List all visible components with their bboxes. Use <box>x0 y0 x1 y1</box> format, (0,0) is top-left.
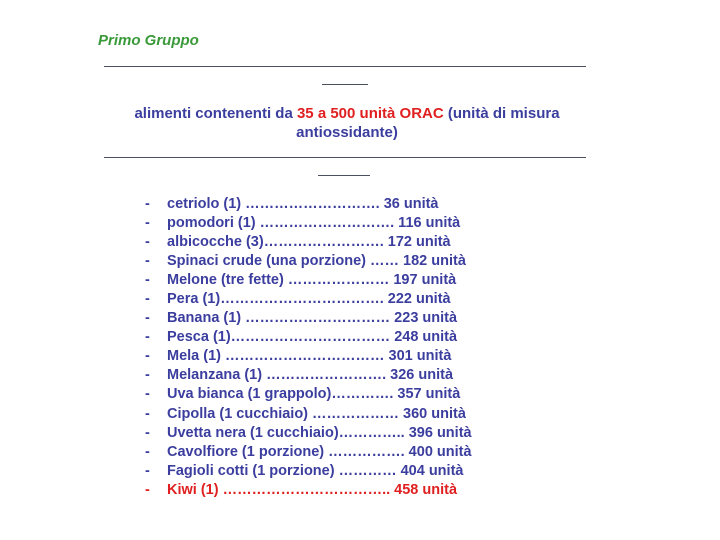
list-item-text: cetriolo (1) ………………………. 36 unità <box>167 196 439 212</box>
list-bullet: - <box>145 367 150 384</box>
list-item-text: Banana (1) ………………………… 223 unità <box>167 310 458 327</box>
divider-line-top <box>104 66 586 67</box>
list-bullet: - <box>145 443 150 460</box>
list-item <box>145 233 472 252</box>
list-bullet: - <box>145 291 150 308</box>
list-item-text: Uva bianca (1 grappolo)…………. 357 unità <box>167 386 461 403</box>
list-item-text: Mela (1) …………………………… 301 unità <box>167 348 452 365</box>
list-bullet: - <box>145 215 150 232</box>
list-item-text: Cavolfiore (1 porzione) ……………. 400 unità <box>167 443 472 460</box>
list-item <box>145 462 472 481</box>
divider-short-top <box>322 84 368 85</box>
divider-line-bottom <box>104 157 586 158</box>
list-bullet: - <box>145 253 150 270</box>
list-item-text: pomodori (1) ………………………. 116 unità <box>167 215 461 232</box>
list-bullet: - <box>145 196 150 212</box>
list-bullet: - <box>145 234 150 251</box>
list-item-text: Fagioli cotti (1 porzione) ………… 404 unità <box>167 462 464 479</box>
subtitle-highlight: 35 a 500 unità ORAC <box>296 105 444 122</box>
list-item <box>145 424 472 443</box>
list-item-text: albicocche (3)……………………. 172 unità <box>167 234 451 251</box>
list-item <box>145 366 472 385</box>
list-bullet: - <box>145 481 150 498</box>
list-bullet: - <box>145 310 150 327</box>
list-item-text: Spinaci crude (una porzione) …… 182 unità <box>167 253 466 270</box>
list-item <box>145 214 472 233</box>
list-item <box>145 385 472 404</box>
list-item-text: Melone (tre fette) ………………… 197 unità <box>167 272 457 289</box>
list-bullet: - <box>145 386 150 403</box>
slide-title: Primo Gruppo <box>98 32 199 49</box>
list-item-text: Pesca (1)…………………………… 248 unità <box>167 329 458 346</box>
list-item <box>145 290 472 309</box>
list-item-text: Pera (1)……………………………. 222 unità <box>167 291 451 308</box>
list-item <box>145 405 472 424</box>
list-item-highlighted <box>145 481 472 500</box>
list-item-text: Melanzana (1) ……………………. 326 unità <box>167 367 454 384</box>
slide-subtitle <box>104 104 590 142</box>
list-bullet: - <box>145 272 150 289</box>
subtitle-text-1: alimenti contenenti da <box>134 105 297 122</box>
divider-short-bottom <box>318 175 370 176</box>
list-item-text: Kiwi (1) …………………………….. 458 unità <box>167 481 458 498</box>
list-item <box>145 309 472 328</box>
list-item <box>145 347 472 366</box>
list-bullet: - <box>145 405 150 422</box>
subtitle-text-2: (unità di misura antiossidante) <box>296 105 560 141</box>
list-bullet: - <box>145 348 150 365</box>
list-item <box>145 443 472 462</box>
list-item <box>145 195 472 214</box>
food-list <box>145 195 472 500</box>
list-item-text: Uvetta nera (1 cucchiaio)………….. 396 unità <box>167 424 472 441</box>
list-item-text: Cipolla (1 cucchiaio) ……………… 360 unità <box>167 405 466 422</box>
list-item <box>145 252 472 271</box>
list-bullet: - <box>145 329 150 346</box>
list-bullet: - <box>145 462 150 479</box>
list-item <box>145 271 472 290</box>
list-item <box>145 328 472 347</box>
list-bullet: - <box>145 424 150 441</box>
